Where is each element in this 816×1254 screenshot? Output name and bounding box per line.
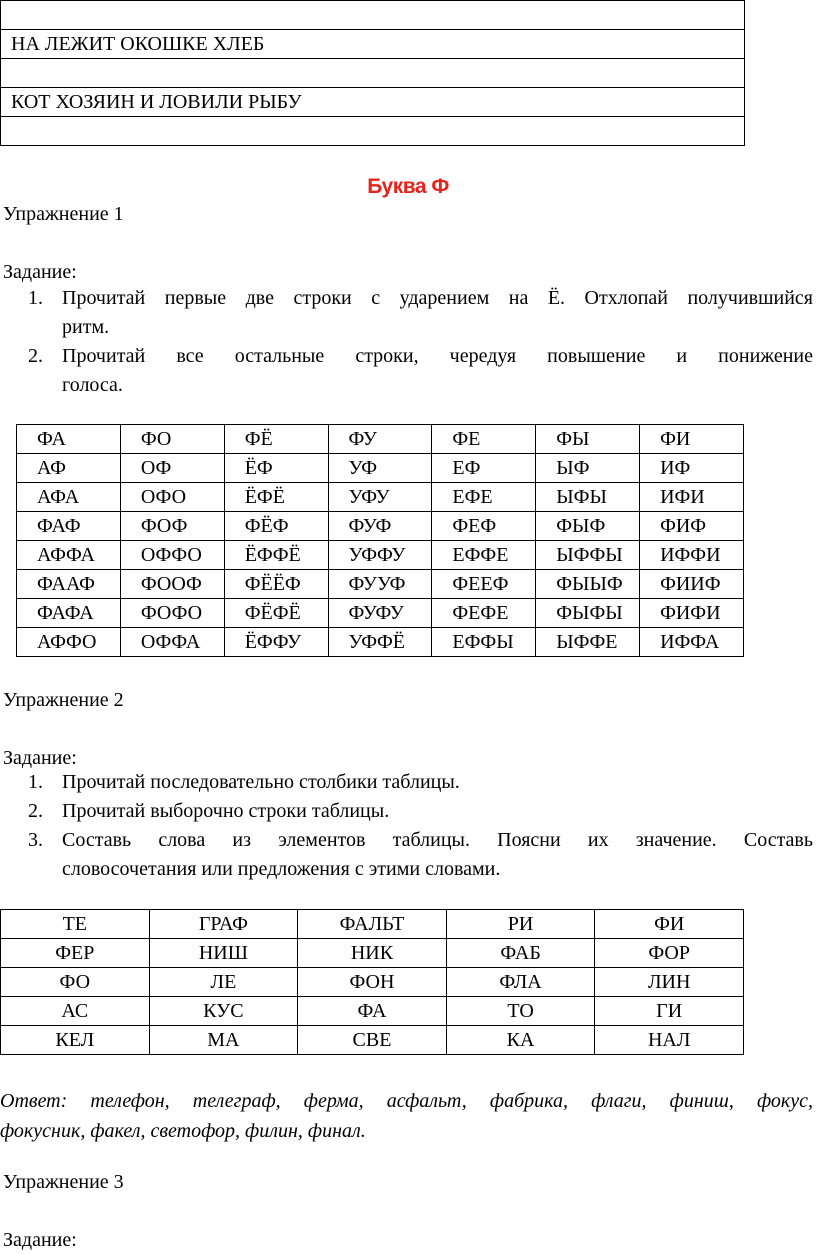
syllable-cell: ЫФФЫ [536, 541, 640, 570]
word-part-cell: ФАБ [446, 939, 595, 968]
exercise-3-task-label: Задание: [3, 1229, 77, 1251]
syllable-cell: ИФФИ [640, 541, 744, 570]
syllable-cell: ЁФЁ [224, 483, 328, 512]
word-part-cell: АС [1, 997, 150, 1026]
word-part-cell: ГИ [595, 997, 744, 1026]
sentence-cell: НА ЛЕЖИТ ОКОШКЕ ХЛЕБ [1, 30, 745, 59]
syllable-cell: ИФИ [640, 483, 744, 512]
word-part-cell: МА [149, 1026, 298, 1055]
syllable-cell: ОФФА [120, 628, 224, 657]
sentence-cell: КОТ ХОЗЯИН И ЛОВИЛИ РЫБУ [1, 88, 745, 117]
sentence-cell [1, 59, 745, 88]
syllable-cell: ЫФЫ [536, 483, 640, 512]
syllable-cell: ФАФ [17, 512, 121, 541]
word-part-cell: ФЕР [1, 939, 150, 968]
list-item: 1. Прочитай последовательно столбики таблицы. [28, 771, 460, 793]
word-part-cell: ГРАФ [149, 910, 298, 939]
syllable-cell: ФЫФЫ [536, 599, 640, 628]
syllable-cell: ИФФА [640, 628, 744, 657]
syllable-cell: ФИИФ [640, 570, 744, 599]
exercise-2-task-list [0, 768, 813, 884]
syllable-cell: ФЫ [536, 425, 640, 454]
syllable-cell: ФЕФ [432, 512, 536, 541]
syllable-cell: ФЁФ [224, 512, 328, 541]
syllable-cell: ФИ [640, 425, 744, 454]
syllable-cell: ЁФФЁ [224, 541, 328, 570]
sentence-cell [1, 1, 745, 30]
syllable-cell: УФФУ [328, 541, 432, 570]
syllable-cell: ФО [120, 425, 224, 454]
syllable-cell: ЕФФЕ [432, 541, 536, 570]
syllable-cell: ФУФ [328, 512, 432, 541]
word-part-cell: ФОН [298, 968, 447, 997]
word-part-cell: ФАЛЬТ [298, 910, 447, 939]
table-row [17, 483, 744, 512]
table-row [1, 59, 745, 88]
list-item: 3. Составь слова из элементов таблицы. Поясни их значение. Составь словосочетания или предложения с этими словами. [28, 829, 813, 880]
word-part-cell: НИК [298, 939, 447, 968]
exercise-2-heading: Упражнение 2 [3, 689, 124, 711]
table-row [1, 968, 744, 997]
syllable-cell: ФУ [328, 425, 432, 454]
syllable-cell: АФА [17, 483, 121, 512]
list-item: 1. Прочитай первые две строки с ударением на Ё. Отхлопай получившийся ритм. [28, 287, 813, 338]
word-part-cell: ФОР [595, 939, 744, 968]
syllable-cell: ОФО [120, 483, 224, 512]
syllable-cell: ФОФ [120, 512, 224, 541]
list-item: 2. Прочитай выборочно строки таблицы. [28, 800, 390, 822]
syllable-cell: ФИФ [640, 512, 744, 541]
syllable-cell: ФЕЕФ [432, 570, 536, 599]
exercise-1-task-list [0, 284, 813, 400]
table-row [17, 454, 744, 483]
syllable-cell: УФ [328, 454, 432, 483]
table-row [17, 599, 744, 628]
word-part-cell: КУС [149, 997, 298, 1026]
table-row [17, 541, 744, 570]
table-row [1, 30, 745, 59]
word-part-cell: КА [446, 1026, 595, 1055]
syllable-cell: ЕФ [432, 454, 536, 483]
syllable-cell: АФ [17, 454, 121, 483]
syllable-cell: ФЁ [224, 425, 328, 454]
word-part-cell: ЛИН [595, 968, 744, 997]
exercise-3-heading: Упражнение 3 [3, 1171, 124, 1193]
table-row [17, 570, 744, 599]
syllable-cell: АФФА [17, 541, 121, 570]
word-part-cell: ФЛА [446, 968, 595, 997]
word-part-cell: КЕЛ [1, 1026, 150, 1055]
table-row [17, 425, 744, 454]
word-part-cell: ФО [1, 968, 150, 997]
word-parts-table [0, 909, 744, 1055]
table-row [1, 910, 744, 939]
syllable-table-1 [16, 424, 744, 657]
syllable-cell: ФА [17, 425, 121, 454]
syllable-cell: АФФО [17, 628, 121, 657]
syllable-cell: ЁФ [224, 454, 328, 483]
syllable-cell: ФЁФЁ [224, 599, 328, 628]
sentence-table [0, 0, 745, 146]
sentence-cell [1, 117, 745, 146]
syllable-cell: ФИФИ [640, 599, 744, 628]
word-part-cell: НАЛ [595, 1026, 744, 1055]
table-row [1, 997, 744, 1026]
syllable-cell: УФУ [328, 483, 432, 512]
syllable-cell: ФЫФ [536, 512, 640, 541]
syllable-cell: ФОФО [120, 599, 224, 628]
syllable-cell: ЫФФЕ [536, 628, 640, 657]
table-row [1, 88, 745, 117]
table-row [17, 512, 744, 541]
exercise-1-heading: Упражнение 1 [3, 203, 124, 225]
exercise-1-task-label: Задание: [3, 261, 77, 283]
table-row [1, 939, 744, 968]
word-part-cell: ФА [298, 997, 447, 1026]
syllable-cell: ОФФО [120, 541, 224, 570]
table-row [1, 1, 745, 30]
list-item: 2. Прочитай все остальные строки, чередуя повышение и понижение голоса. [28, 345, 813, 396]
syllable-cell: ЕФФЫ [432, 628, 536, 657]
word-part-cell: ЛЕ [149, 968, 298, 997]
syllable-cell: ФЁЁФ [224, 570, 328, 599]
syllable-cell: ФУУФ [328, 570, 432, 599]
answer-text: Ответ: телефон, телеграф, ферма, асфальт, фабрика, флаги, финиш, фокус, фокусник, факел, светофор, филин, финал. [0, 1090, 813, 1142]
word-part-cell: НИШ [149, 939, 298, 968]
syllable-cell: УФФЁ [328, 628, 432, 657]
word-part-cell: ТО [446, 997, 595, 1026]
syllable-cell: ОФ [120, 454, 224, 483]
syllable-cell: ФААФ [17, 570, 121, 599]
syllable-cell: ФЕ [432, 425, 536, 454]
syllable-cell: ФАФА [17, 599, 121, 628]
syllable-cell: ИФ [640, 454, 744, 483]
syllable-cell: ФЕФЕ [432, 599, 536, 628]
table-row [1, 117, 745, 146]
word-part-cell: СВЕ [298, 1026, 447, 1055]
syllable-cell: ЕФЕ [432, 483, 536, 512]
syllable-cell: ЁФФУ [224, 628, 328, 657]
syllable-cell: ФЫЫФ [536, 570, 640, 599]
page-title: Буква Ф [367, 175, 449, 198]
table-row [17, 628, 744, 657]
syllable-cell: ФУФУ [328, 599, 432, 628]
table-row [1, 1026, 744, 1055]
word-part-cell: ФИ [595, 910, 744, 939]
word-part-cell: РИ [446, 910, 595, 939]
word-part-cell: ТЕ [1, 910, 150, 939]
syllable-cell: ФООФ [120, 570, 224, 599]
exercise-2-task-label: Задание: [3, 747, 77, 769]
syllable-cell: ЫФ [536, 454, 640, 483]
